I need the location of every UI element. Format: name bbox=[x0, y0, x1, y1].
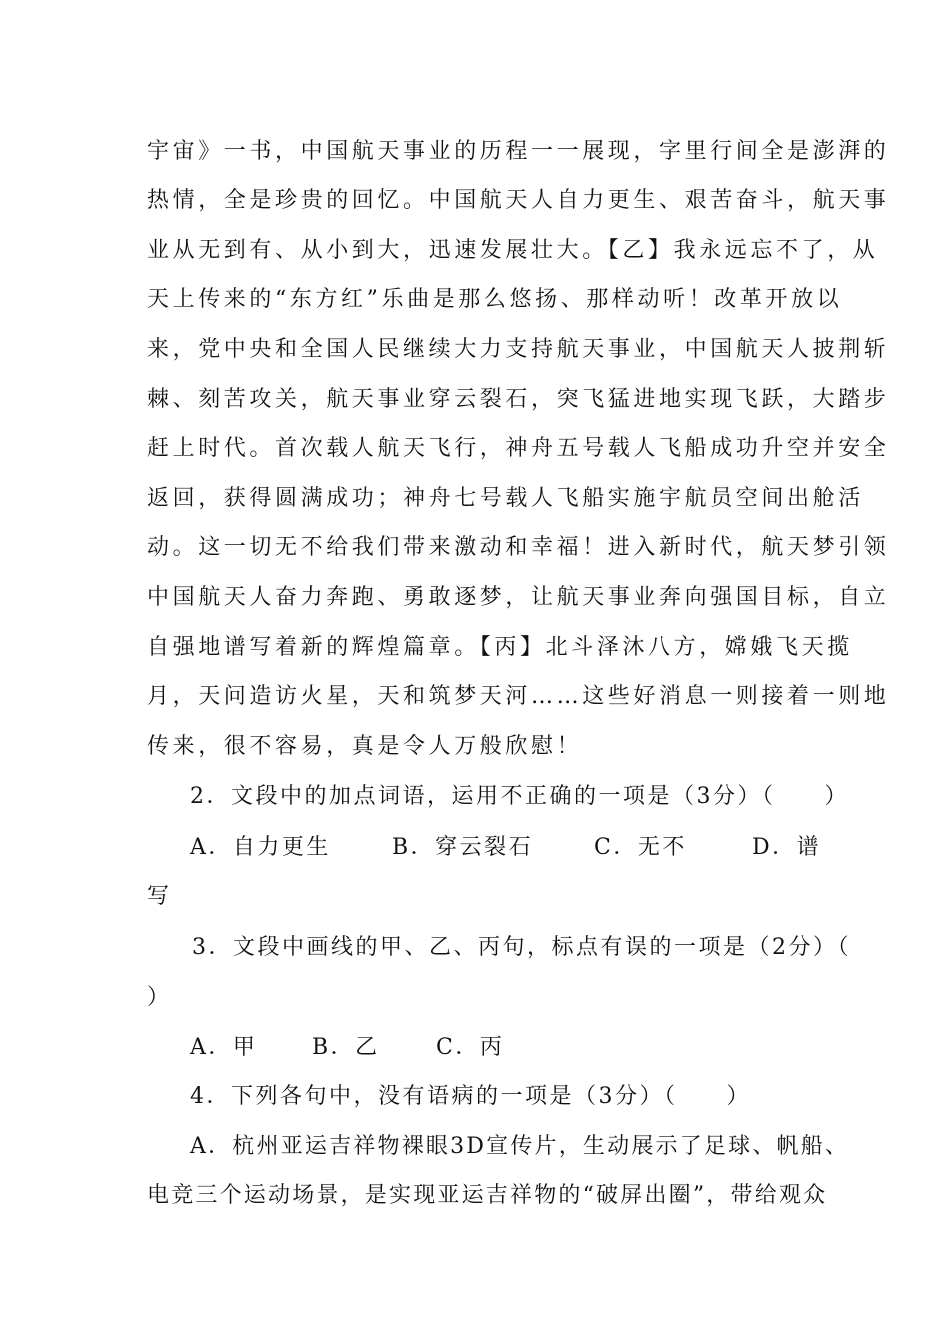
question-3-option-b: B．乙 bbox=[312, 1035, 380, 1060]
passage-line: 热情，全是珍贵的回忆。中国航天人自力更生、艰苦奋斗，航天事 bbox=[147, 188, 890, 213]
question-2-option-d: D．谱 bbox=[752, 835, 822, 860]
passage-line: 传来，很不容易，真是令人万般欣慰！ bbox=[147, 734, 583, 759]
passage-line: 宇宙》一书，中国航天事业的历程一一展现，字里行间全是澎湃的 bbox=[147, 139, 890, 164]
passage-line: 赶上时代。首次载人航天飞行，神舟五号载人飞船成功升空并安全 bbox=[147, 436, 890, 461]
passage-line: 动。这一切无不给我们带来激动和幸福！进入新时代，航天梦引领 bbox=[147, 535, 890, 560]
passage-line: 返回，获得圆满成功；神舟七号载人飞船实施宇航员空间出舱活 bbox=[147, 486, 864, 511]
question-2-option-a: A．自力更生 bbox=[190, 835, 331, 860]
question-2-stem: 2．文段中的加点词语，运用不正确的一项是（3分）（ ） bbox=[190, 784, 849, 809]
question-3-option-c: C．丙 bbox=[436, 1035, 505, 1060]
question-2-option-b: B．穿云裂石 bbox=[392, 835, 534, 860]
passage-line: 来，党中央和全国人民继续大力支持航天事业，中国航天人披荆斩 bbox=[147, 337, 890, 362]
question-4-option-a-line1: A．杭州亚运吉祥物裸眼3D宣传片，生动展示了足球、帆船、 bbox=[190, 1134, 850, 1159]
question-4-stem: 4．下列各句中，没有语病的一项是（3分）（ ） bbox=[190, 1084, 751, 1109]
question-2-wrap: 写 bbox=[147, 884, 172, 909]
passage-line: 天上传来的“东方红”乐曲是那么悠扬、那样动听！改革开放以 bbox=[147, 287, 843, 312]
question-2-option-c: C．无不 bbox=[594, 835, 687, 860]
question-3-wrap: ） bbox=[147, 985, 172, 1010]
question-3-option-a: A．甲 bbox=[190, 1035, 258, 1060]
passage-line: 业从无到有、从小到大，迅速发展壮大。【乙】我永远忘不了，从 bbox=[147, 238, 879, 263]
question-4-option-a-line2: 电竞三个运动场景，是实现亚运吉祥物的“破屏出圈”，带给观众 bbox=[147, 1183, 828, 1208]
passage-line: 棘、刻苦攻关，航天事业穿云裂石，突飞猛进地实现飞跃，大踏步 bbox=[147, 387, 890, 412]
passage-line: 中国航天人奋力奔跑、勇敢逐梦，让航天事业奔向强国目标，自立 bbox=[147, 585, 890, 610]
passage-line: 自强地谱写着新的辉煌篇章。【丙】北斗泽沐八方，嫦娥飞天揽 bbox=[147, 635, 853, 660]
passage-line: 月，天问造访火星，天和筑梦天河……这些好消息一则接着一则地 bbox=[147, 684, 890, 709]
question-3-stem: 3．文段中画线的甲、乙、丙句，标点有误的一项是（2分）（ bbox=[192, 935, 851, 960]
